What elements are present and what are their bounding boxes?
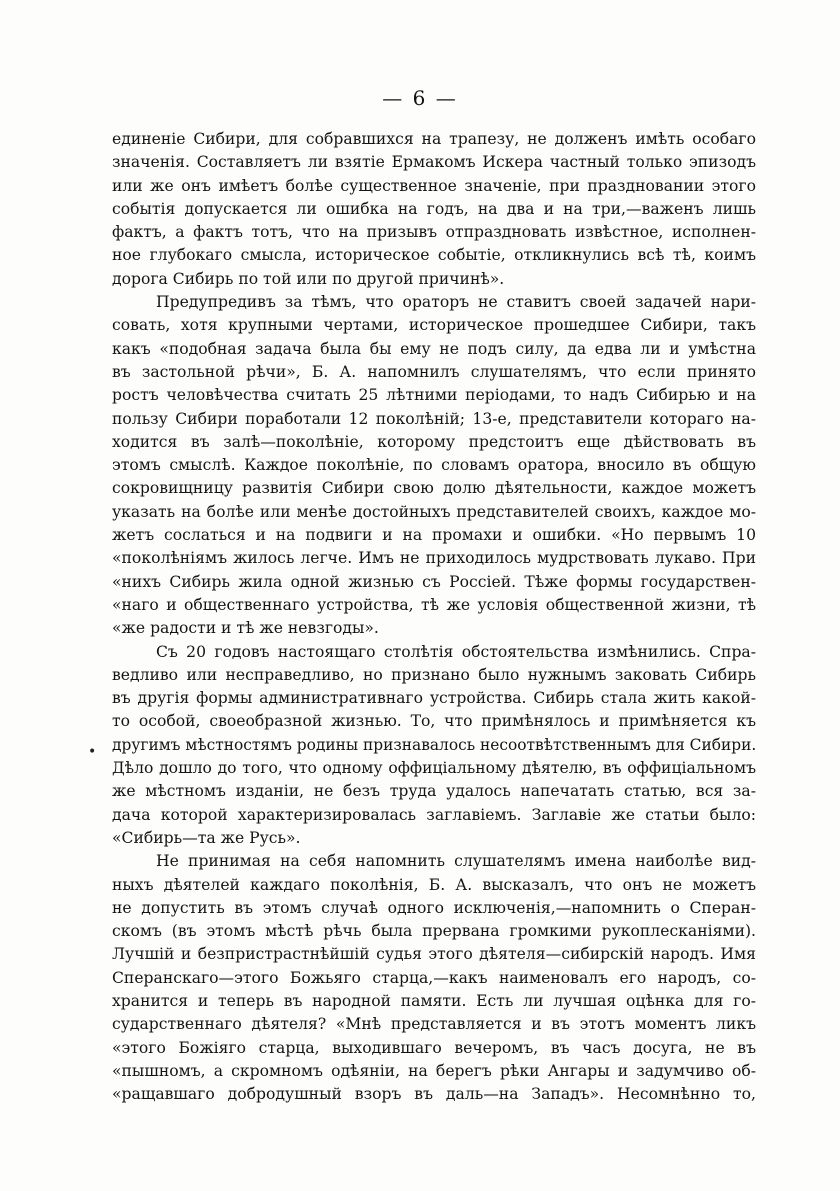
text-line: Предупредивъ за тѣмъ, что ораторъ не ставитъ своей задачей нари-	[156, 293, 756, 312]
text-line: ведливо или несправедливо, но признано было нужнымъ заковать Сибирь	[112, 665, 756, 684]
text-line: ходится въ залѣ—поколѣніе, которому предстоитъ еще дѣйствовать въ	[112, 432, 756, 451]
text-line: ное глубокаго смысла, историческое событіе, откликнулись всѣ тѣ, коимъ	[112, 246, 756, 265]
text-line: или же онъ имѣетъ болѣе существенное значеніе, при праздновании этого	[112, 176, 756, 195]
text-line: Сперанскаго—этого Божьяго старца,—какъ наименовалъ его народъ, со-	[112, 968, 756, 987]
text-line: жетъ сослаться и на подвиги и на промахи и ошибки. «Но первымъ 10	[112, 526, 756, 545]
text-line: дача которой характеризировалась заглавіемъ. Заглавіе же статьи было:	[112, 805, 756, 824]
text-line: «этого Божіяго старца, выходившаго вечеромъ, въ часъ досуга, не въ	[112, 1038, 756, 1057]
text-line: какъ «подобная задача была бы ему не подъ силу, да едва ли и умѣстна	[112, 339, 756, 358]
text-line: «наго и общественнаго устройства, тѣ же условія общественной жизни, тѣ	[112, 595, 756, 614]
text-line: совать, хотя крупными чертами, историческое прошедшее Сибири, такъ	[112, 316, 756, 335]
text-line: сокровищницу развитія Сибири свою долю дѣятельности, каждое можетъ	[112, 479, 756, 498]
text-line: «ращавшаго добродушный взоръ въ даль—на Западъ». Несомнѣнно то,	[112, 1085, 756, 1104]
text-line: «же радости и тѣ же невзгоды».	[112, 619, 379, 638]
text-line: указать на болѣе или менѣе достойныхъ представителей своихъ, каждое мо-	[112, 502, 756, 521]
text-line: въ другія формы административнаго устройства. Сибирь стала жить какой-	[112, 689, 756, 708]
paragraph-1	[112, 128, 756, 291]
text-line: «пышномъ, а скромномъ одѣяніи, на берегъ рѣки Ангары и задумчиво об-	[112, 1061, 756, 1080]
text-line: «поколѣніямъ жилось легче. Имъ не приходилось мудрствовать лукаво. При	[112, 549, 756, 568]
text-line: въ застольной рѣчи», Б. А. напомнилъ слушателямъ, что если принято	[112, 362, 756, 381]
text-line: другимъ мѣстностямъ родины признавалось несоотвѣтственнымъ для Сибири.	[112, 735, 756, 754]
text-line: ростъ человѣчества считать 25 лѣтними періодами, то надъ Сибирью и на	[112, 386, 756, 405]
text-line: ныхъ дѣятелей каждаго поколѣнія, Б. А. высказалъ, что онъ не можетъ	[112, 875, 756, 894]
text-line: дорога Сибирь по той или по другой причинѣ».	[112, 269, 505, 288]
text-line: пользу Сибири поработали 12 поколѣній; 13-е, представители котораго на-	[112, 409, 756, 428]
text-line: Съ 20 годовъ настоящаго столѣтія обстоятельства измѣнились. Спра-	[156, 642, 756, 661]
text-line: Дѣло дошло до того, что одному оффиціальному дѣятелю, въ оффиціальномъ	[112, 759, 756, 778]
text-line: скомъ (въ этомъ мѣстѣ рѣчь была прервана громкими рукоплесканіями).	[112, 922, 756, 941]
text-line: же мѣстномъ изданіи, не безъ труда удалось напечатать статью, вся за-	[112, 782, 756, 801]
text-body	[112, 128, 756, 1106]
text-line: событія допускается ли ошибка на годъ, на два и на три,—важенъ лишь	[112, 199, 756, 218]
text-line: не допустить въ этомъ случаѣ одного исключенія,—напомнить о Сперан-	[112, 898, 756, 917]
text-line: Лучшій и безпристрастнѣйшій судья этого дѣятеля—сибирскій народъ. Имя	[112, 945, 756, 964]
text-line: «Сибирь—та же Русь».	[112, 828, 301, 847]
text-line: то особой, своеобразной жизнью. То, что примѣнялось и примѣняется къ	[112, 712, 756, 731]
text-line: единеніе Сибири, для собравшихся на трапезу, не долженъ имѣть особаго	[112, 130, 756, 148]
paragraph-2	[112, 291, 756, 640]
page-number: — 6 —	[382, 86, 458, 110]
text-line: хранится и теперь въ народной памяти. Есть ли лучшая оцѣнка для го-	[112, 991, 756, 1010]
text-line: «нихъ Сибирь жила одной жизнью съ Россіей. Тѣже формы государствен-	[112, 572, 756, 591]
text-line: этомъ смыслѣ. Каждое поколѣніе, по словамъ оратора, вносило въ общую	[112, 456, 756, 475]
text-line: значенія. Составляетъ ли взятіе Ермакомъ Искера частный только эпизодъ	[112, 153, 756, 172]
text-line: сударственнаго дѣятеля? «Мнѣ представляется и въ этотъ моментъ ликъ	[112, 1015, 756, 1034]
paragraph-3	[112, 641, 756, 851]
paragraph-4	[112, 850, 756, 1106]
margin-mark: •	[88, 744, 97, 760]
text-line: Не принимая на себя напомнить слушателямъ имена наиболѣе вид-	[156, 852, 756, 871]
text-line: фактъ, а фактъ тотъ, что на призывъ отпраздновать извѣстное, исполнен-	[112, 223, 756, 242]
